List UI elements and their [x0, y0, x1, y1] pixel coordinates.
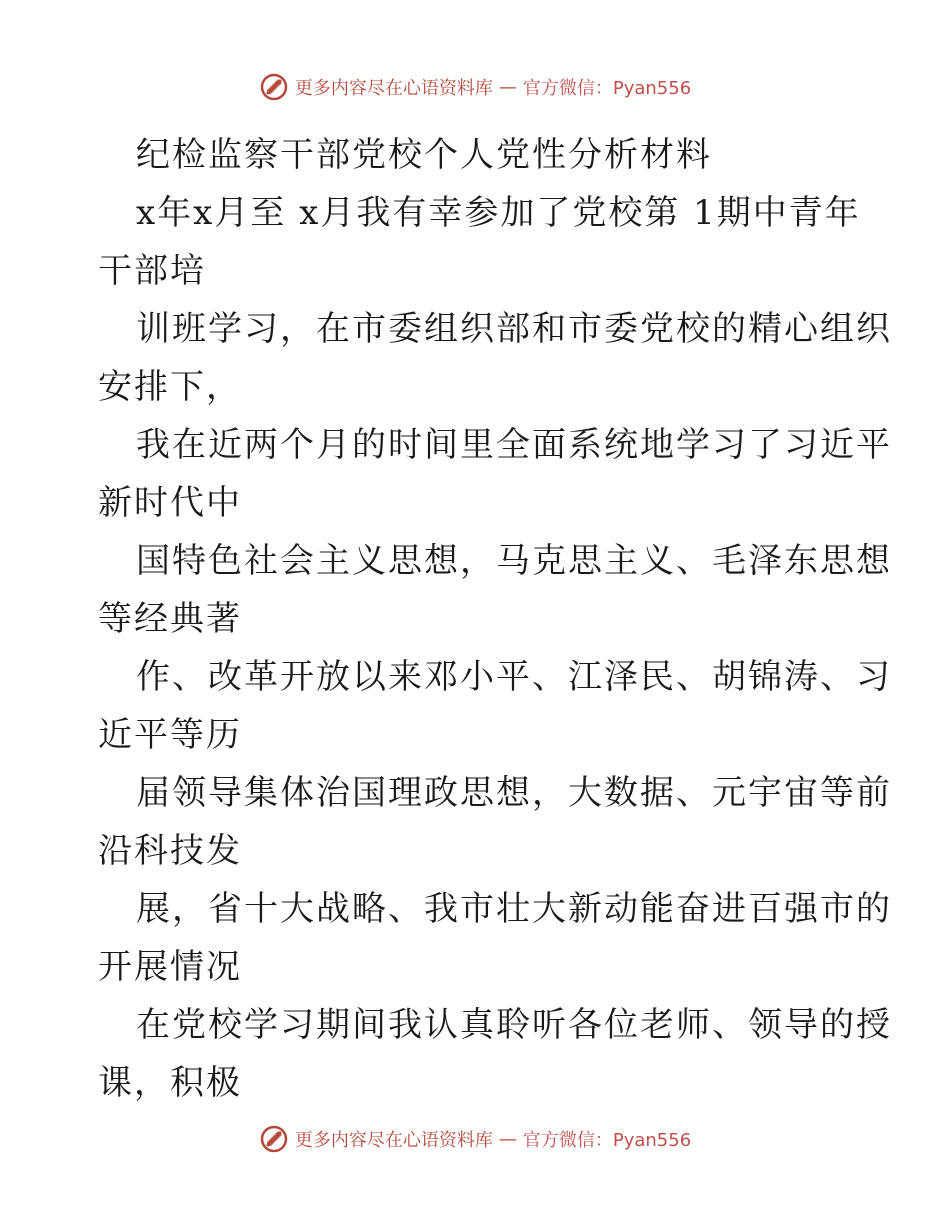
paragraph-line: 我在近两个月的时间里全面系统地学习了习近平 — [136, 425, 892, 465]
paragraph-line: 课，积极 — [98, 1063, 242, 1103]
quill-pen-logo-icon — [259, 1124, 289, 1154]
document-title: 纪检监察干部党校个人党性分析材料 — [136, 135, 712, 175]
banner-separator: — — [498, 1128, 517, 1150]
paragraph-line: 等经典著 — [98, 599, 242, 639]
footer-watermark-banner — [0, 1124, 950, 1154]
banner-wechat-text: 官方微信：Pyan556 — [522, 1130, 692, 1151]
header-watermark-banner — [0, 72, 950, 102]
paragraph-line: 国特色社会主义思想，马克思主义、毛泽东思想 — [136, 541, 892, 581]
paragraph-line: 新时代中 — [98, 483, 242, 523]
paragraph-line: 届领导集体治国理政思想，大数据、元宇宙等前 — [136, 773, 892, 813]
document-body — [98, 126, 892, 1112]
paragraph-line: 展，省十大战略、我市壮大新动能奋进百强市的 — [136, 889, 892, 929]
paragraph-line: 作、改革开放以来邓小平、江泽民、胡锦涛、习 — [136, 657, 892, 697]
paragraph-line: 开展情况 — [98, 947, 242, 987]
paragraph-line: 干部培 — [98, 251, 206, 291]
paragraph-line: 安排下， — [98, 367, 242, 407]
banner-separator: — — [498, 76, 517, 98]
paragraph-line: 沿科技发 — [98, 831, 242, 871]
banner-main-text: 更多内容尽在心语资料库 — [294, 78, 493, 99]
banner-main-text: 更多内容尽在心语资料库 — [294, 1130, 493, 1151]
paragraph-line: 近平等历 — [98, 715, 242, 755]
paragraph-line: 训班学习，在市委组织部和市委党校的精心组织 — [136, 309, 892, 349]
paragraph-line: x年x月至 x月我有幸参加了党校第 1期中青年 — [136, 193, 861, 233]
paragraph-line: 在党校学习期间我认真聆听各位老师、领导的授 — [136, 1005, 892, 1045]
quill-pen-logo-icon — [259, 72, 289, 102]
banner-wechat-text: 官方微信：Pyan556 — [522, 78, 692, 99]
